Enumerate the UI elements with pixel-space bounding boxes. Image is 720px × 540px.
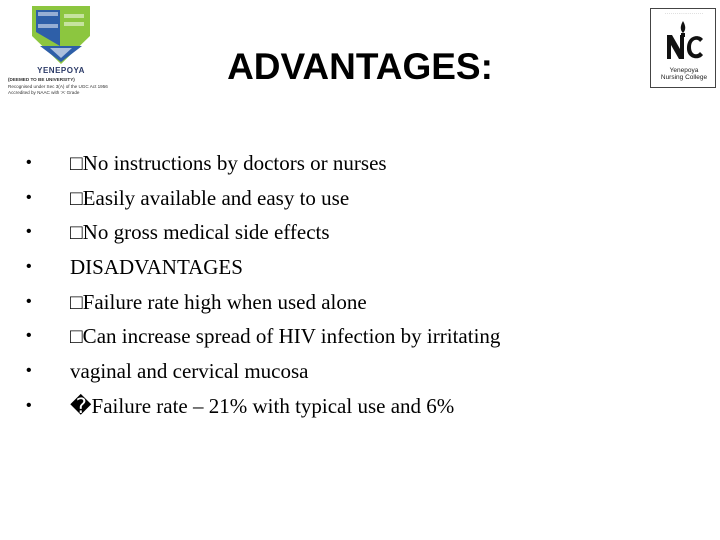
list-item — [26, 285, 706, 320]
nursing-lamp-icon — [661, 19, 707, 63]
bullet-text: □Easily available and easy to use — [70, 185, 350, 210]
bullet-text: □No instructions by doctors or nurses — [70, 151, 387, 175]
logo-name: YENEPOYA — [37, 66, 85, 75]
bullet-text: □Can increase spread of HIV infection by irritating — [70, 324, 501, 349]
university-emblem-icon — [24, 2, 98, 68]
bullet-marker: • — [26, 327, 32, 345]
bullet-text: □Failure rate high when used alone — [70, 289, 367, 314]
bullet-marker: • — [26, 396, 32, 414]
list-item — [26, 354, 706, 389]
bullet-text: vaginal and cervical mucosa — [70, 359, 309, 384]
logo-arc-text: · · · · · · · · · · · · · · · · · · · · — [664, 12, 704, 16]
logo-subtitle: (DEEMED TO BE UNIVERSITY) — [8, 77, 75, 82]
list-item — [26, 319, 706, 354]
list-item — [26, 250, 706, 285]
logo-accreditation: Accredited by NAAC with 'A' Grade — [8, 90, 80, 95]
list-item — [26, 389, 706, 424]
yenepoya-university-logo — [2, 0, 120, 106]
college-name-line2: Nursing College — [660, 74, 708, 81]
bullet-list — [26, 146, 706, 424]
college-name-line1: Yenepoya — [669, 67, 699, 74]
slide-title: ADVANTAGES: — [227, 46, 493, 87]
bullet-marker: • — [26, 154, 32, 171]
list-item — [26, 146, 706, 181]
bullet-marker: • — [26, 188, 32, 206]
list-item — [26, 181, 706, 216]
logo-frame — [650, 8, 716, 88]
bullet-marker: • — [26, 223, 32, 241]
bullet-marker: • — [26, 292, 32, 310]
bullet-text: �Failure rate – 21% with typical use and 6% — [70, 393, 455, 418]
list-item — [26, 215, 706, 250]
bullet-text: □No gross medical side effects — [70, 220, 330, 245]
logo-recognition: Recognised under Sec 3(A) of the UGC Act 1956 — [8, 84, 108, 89]
bullet-marker: • — [26, 258, 32, 276]
yenepoya-nursing-college-logo — [648, 8, 720, 92]
bullet-marker: • — [26, 362, 32, 380]
bullet-text: DISADVANTAGES — [70, 255, 243, 280]
